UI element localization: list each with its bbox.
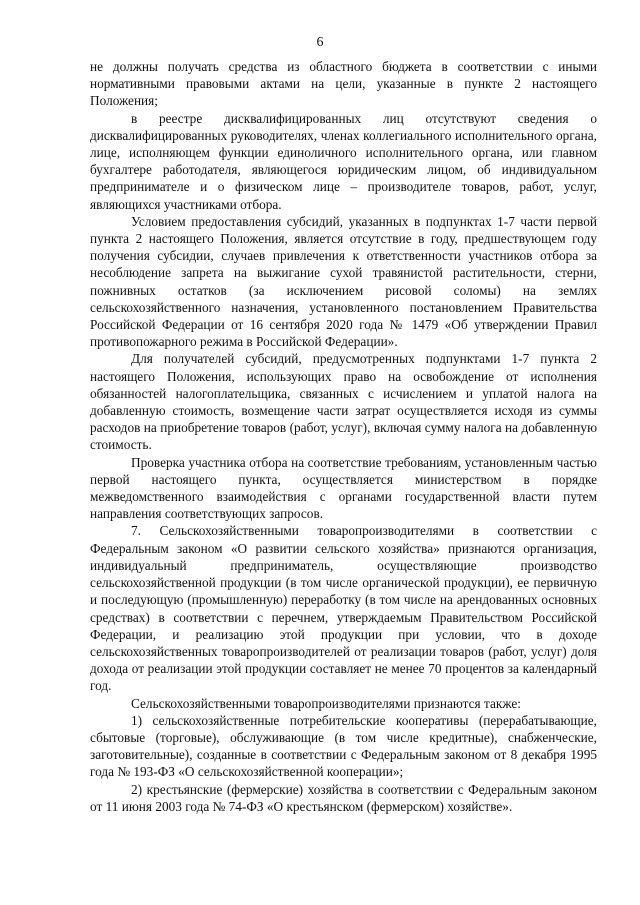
paragraph-disqualified-registry: в реестре дисквалифицированных лиц отсутствуют сведения о дисквалифицированных руководителях, членах коллегиального исполнительного органа, лице, исполняющем функции единоличного исполнительного органа, или главном бухгалтере работодателя, являющегося юридическим лицом, об индивидуальном предпринимателе и о физическом лице – производителе товаров, работ, услуг, являющихся участниками отбора. <box>90 110 597 212</box>
paragraph-item-7: 7. Сельскохозяйственными товаропроизводителями в соответствии с Федеральным законом «О развитии сельского хозяйства» признаются организация, индивидуальный предприниматель, осуществляющие производство сельскохозяйственной продукции (в том числе органической продукции), ее первичную и последующую (промышленную) переработку (в том числе на арендованных основных средствах) в соответствии с перечнем, утверждаемым Правительством Российской Федерации, и реализацию этой продукции при условии, что в доходе сельскохозяйственных товаропроизводителей от реализации товаров (работ, услуг) доля дохода от реализации этой продукции составляет не менее 70 процентов за календарный год. <box>90 523 597 694</box>
list-item-2: 2) крестьянские (фермерские) хозяйства в соответствии с Федеральным законом от 11 июня 2003 года № 74-ФЗ «О крестьянском (фермерском) хозяйстве». <box>90 781 597 814</box>
list-item-1: 1) сельскохозяйственные потребительские кооперативы (перерабатывающие, сбытовые (торговые), обслуживающие (в том числе кредитные), снабженческие, заготовительные), созданные в соответствии с Федеральным законом от 8 декабря 1995 года № 193-ФЗ «О сельскохозяйственной кооперации»; <box>90 712 597 780</box>
paragraph-subsidy-condition: Условием предоставления субсидий, указанных в подпунктах 1-7 части первой пункта 2 настоящего Положения, является отсутствие в году, предшествующем году получения субсидии, случаев привлечения к ответственности участников отбора за несоблюдение запрета на выжигание сухой травянистой растительности, стерни, пожнивных остатков (за исключением рисовой соломы) на землях сельскохозяйственного назначения, установленного постановлением Правительства Российской Федерации от 16 сентября 2020 года № 1479 «Об утверждении Правил противопожарного режима в Российской Федерации». <box>90 213 597 350</box>
paragraph-vat-exemption: Для получателей субсидий, предусмотренных подпунктами 1-7 пункта 2 настоящего Положения, использующих право на освобождение от исполнения обязанностей налогоплательщика, связанных с исчислением и уплатой налога на добавленную стоимость, возмещение части затрат осуществляется исходя из суммы расходов на приобретение товаров (работ, услуг), включая сумму налога на добавленную стоимость. <box>90 351 597 453</box>
paragraph-also-recognized: Сельскохозяйственными товаропроизводителями признаются также: <box>131 695 521 711</box>
paragraph-verification: Проверка участника отбора на соответствие требованиям, установленным частью первой настоящего пункта, осуществляется министерством в порядке межведомственного взаимодействия с органами государственной власти путем направления соответствующих запросов. <box>90 454 597 522</box>
document-body <box>90 58 597 815</box>
page-number: 6 <box>316 35 324 50</box>
paragraph-continuation: не должны получать средства из областного бюджета в соответствии с иными нормативными правовыми актами на цели, указанные в пункте 2 настоящего Положения; <box>90 59 597 109</box>
